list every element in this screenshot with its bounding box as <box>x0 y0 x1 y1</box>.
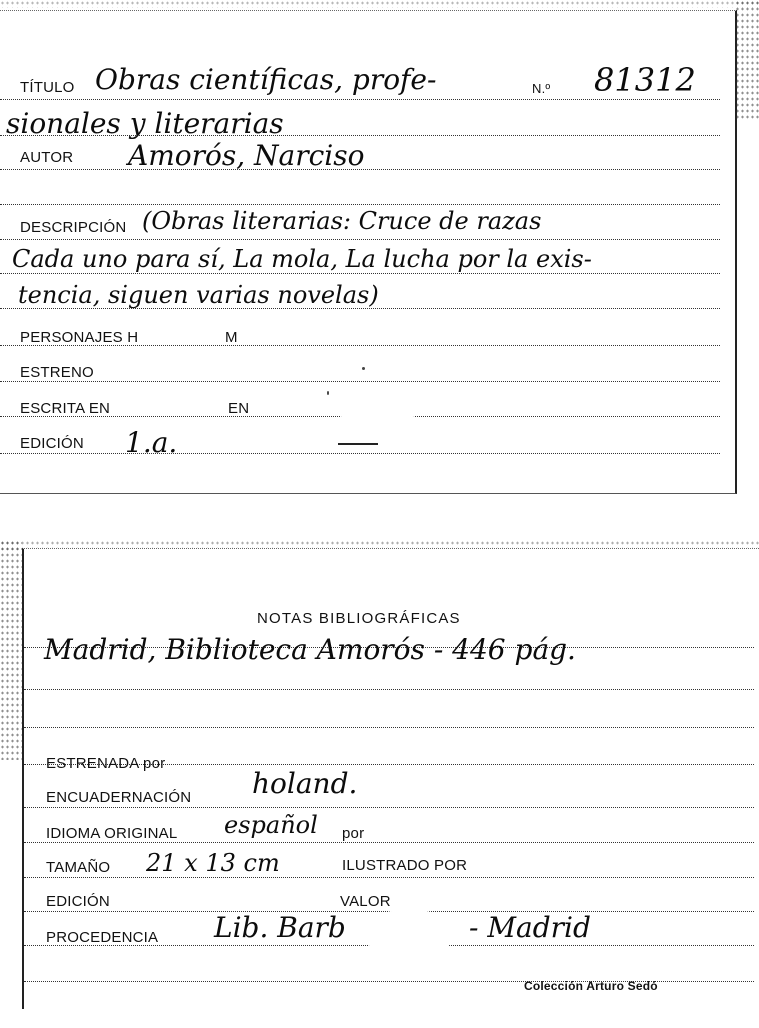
idioma-por-label: por <box>342 825 365 842</box>
idioma-label: IDIOMA ORIGINAL <box>46 825 178 842</box>
idioma-value: español <box>224 811 318 839</box>
rule <box>0 453 720 454</box>
rule <box>0 99 720 100</box>
procedencia-value-1: Lib. Barb <box>214 911 346 944</box>
edicion-value: 1.a. <box>125 426 178 459</box>
scan-noise <box>735 0 759 120</box>
numero-value: 81312 <box>594 61 696 99</box>
rule <box>24 689 754 690</box>
edicion-label: EDICIÓN <box>20 435 84 452</box>
descripcion-value-line2: Cada uno para sí, La mola, La lucha por la exis- <box>12 245 592 273</box>
tamano-label: TAMAÑO <box>46 859 111 876</box>
rule <box>24 807 754 808</box>
encuadernacion-label: ENCUADERNACIÓN <box>46 789 192 806</box>
ink-stroke <box>338 443 378 445</box>
personajes-m-label: M <box>225 329 238 346</box>
procedencia-label: PROCEDENCIA <box>46 929 159 946</box>
titulo-value-line1: Obras científicas, profe- <box>95 63 437 96</box>
rule <box>0 204 720 205</box>
erased-area <box>340 403 415 425</box>
scan-noise <box>0 540 22 760</box>
encuadernacion-value: holand. <box>252 767 358 800</box>
rule <box>24 877 754 878</box>
rule <box>0 381 720 382</box>
descripcion-value-line1: (Obras literarias: Cruce de razas <box>142 207 542 235</box>
rule <box>0 239 720 240</box>
notas-value: Madrid, Biblioteca Amorós - 446 pág. <box>44 633 576 666</box>
erased-area <box>364 909 454 959</box>
edicion-label: EDICIÓN <box>46 893 110 910</box>
estreno-label: ESTRENO <box>20 364 94 381</box>
rule <box>24 727 754 728</box>
valor-label: VALOR <box>340 893 391 910</box>
personajes-label: PERSONAJES H <box>20 329 139 346</box>
descripcion-label: DESCRIPCIÓN <box>20 219 127 236</box>
catalog-card-back <box>22 548 759 1009</box>
procedencia-value-2: - Madrid <box>469 911 591 944</box>
ink-speck <box>362 367 365 370</box>
estrenada-label: ESTRENADA por <box>46 755 166 772</box>
titulo-value-line2: sionales y literarias <box>6 107 284 140</box>
tamano-value: 21 x 13 cm <box>146 849 280 877</box>
descripcion-value-line3: tencia, siguen varias novelas) <box>18 281 379 309</box>
escrita-en-label: ESCRITA EN <box>20 400 111 417</box>
autor-value: Amorós, Narciso <box>128 139 365 172</box>
notas-label: NOTAS BIBLIOGRÁFICAS <box>257 610 461 627</box>
rule <box>0 273 720 274</box>
en-label: EN <box>228 400 250 417</box>
rule <box>24 842 754 843</box>
numero-label: N.º <box>532 81 551 96</box>
scan-noise <box>0 0 759 8</box>
ilustrado-label: ILUSTRADO POR <box>342 857 468 874</box>
ink-speck <box>327 391 329 395</box>
autor-label: AUTOR <box>20 149 74 166</box>
titulo-label: TÍTULO <box>20 79 75 96</box>
collection-footer: Colección Arturo Sedó <box>524 979 658 993</box>
catalog-card-front <box>0 10 737 494</box>
